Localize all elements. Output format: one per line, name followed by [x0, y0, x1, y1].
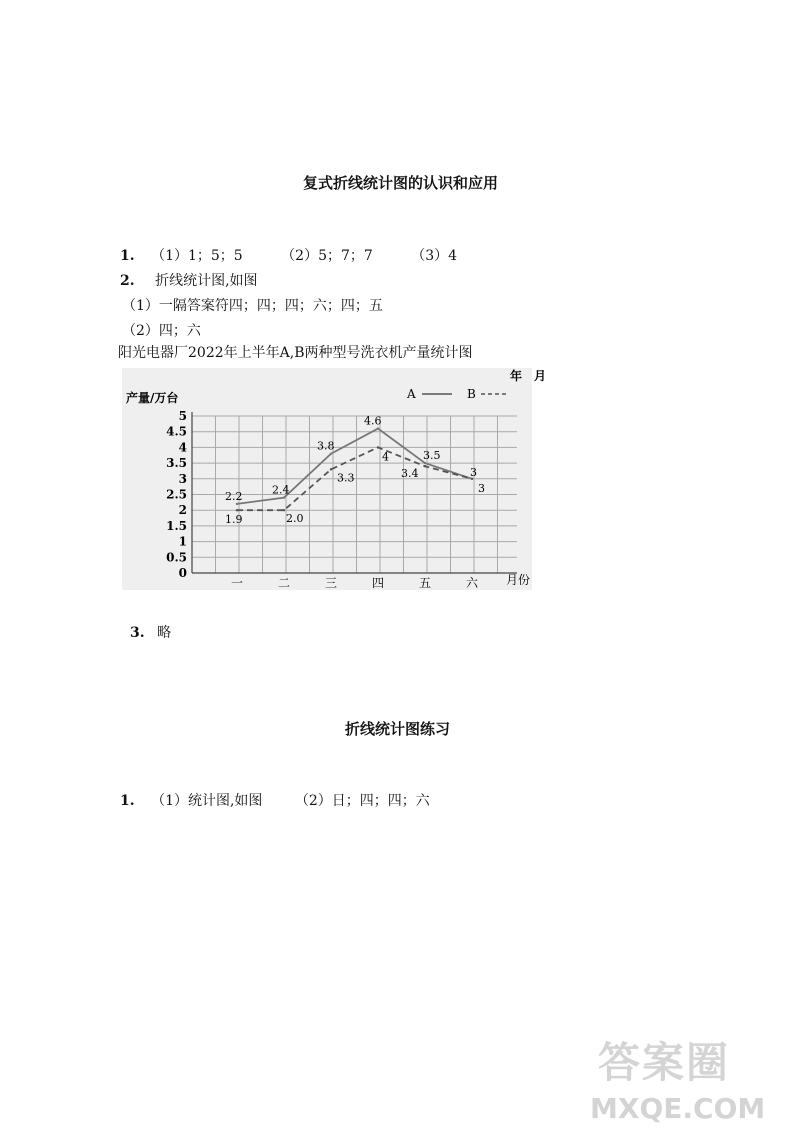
q3-number: 3.: [130, 625, 145, 641]
x-tick-label: 二: [277, 576, 291, 590]
y-tick-label: 1.5: [166, 518, 187, 533]
q2-sub-2: （2）四；六: [122, 323, 201, 339]
data-label-b: 2.0: [286, 512, 304, 526]
y-tick-label: 3: [178, 471, 187, 486]
watermark-logo: 答案圈: [598, 1038, 731, 1087]
q1-part-1: （1）1；5；5: [151, 248, 243, 264]
q1-row: [120, 245, 457, 265]
data-point-b: [330, 468, 332, 470]
q3-row: [130, 622, 171, 642]
x-tick-label: 一: [230, 576, 244, 590]
q1-part-3: （3）4: [411, 248, 458, 264]
data-label-a: 3.8: [317, 439, 335, 453]
section-title-1: 复式折线统计图的认识和应用: [303, 174, 499, 192]
y-tick-label: 1: [178, 534, 187, 549]
line-chart: [122, 368, 547, 590]
data-point-a: [330, 452, 332, 454]
q2-number: 2.: [120, 273, 135, 289]
data-label-b: 1.9: [225, 513, 243, 527]
y-tick-label: 3.5: [166, 456, 187, 471]
data-point-b: [236, 509, 238, 511]
legend-b-label: B: [467, 387, 476, 401]
data-label-a: 3.5: [423, 449, 441, 463]
data-point-b: [377, 446, 379, 448]
data-point-a: [236, 503, 238, 505]
x-tick-label: 三: [324, 576, 338, 590]
data-label-a: 2.2: [225, 489, 243, 503]
x-tick-label: 六: [465, 576, 479, 590]
data-label-a: 4.6: [364, 414, 382, 428]
x-tick-label: 四: [371, 576, 385, 590]
s2-q1-part-1: （1）统计图,如图: [151, 793, 263, 809]
chart-ylabel: 产量/万台: [126, 391, 179, 405]
q2-text: 折线统计图,如图: [155, 273, 258, 289]
data-point-b: [283, 509, 285, 511]
y-tick-label: 5: [178, 409, 187, 423]
y-tick-label: 4.5: [166, 424, 187, 439]
s2-q1-row: [120, 790, 430, 810]
chart-caption: 阳光电器厂2022年上半年A,B两种型号洗衣机产量统计图: [118, 345, 473, 361]
section-title-2: 折线统计图练习: [345, 720, 451, 738]
data-label-a: 2.4: [272, 483, 290, 497]
chart-series: [236, 427, 473, 511]
x-tick-label: 五: [418, 576, 432, 590]
data-point-a: [377, 427, 379, 429]
q2-sub-1: （1）一隔答案符四；四；四；六；四；五: [122, 298, 383, 314]
q1-part-2: （2）5；7；7: [281, 248, 373, 264]
q3-text: 略: [157, 625, 172, 641]
y-tick-label: 2: [178, 503, 187, 518]
y-tick-label: 0.5: [166, 550, 187, 565]
q2-row: [120, 270, 258, 290]
data-label-b: 4: [382, 450, 389, 464]
data-point-b: [424, 465, 426, 467]
q1-number: 1.: [120, 248, 135, 264]
chart-axes: [166, 409, 517, 590]
data-point-a: [283, 496, 285, 498]
y-tick-label: 4: [178, 440, 187, 455]
legend-a-label: A: [407, 387, 416, 401]
data-label-b: 3: [478, 481, 485, 495]
data-label-b: 3.4: [401, 467, 419, 481]
watermark-url: MXQE.COM: [590, 1092, 766, 1125]
data-label-a: 3: [470, 465, 477, 479]
chart-legend: [406, 387, 508, 401]
chart-corner-label: 年 月: [510, 369, 547, 383]
chart-xlabel: 月份: [506, 573, 531, 587]
y-tick-label: 0: [178, 566, 187, 580]
data-point-a: [424, 462, 426, 464]
data-label-b: 3.3: [337, 471, 355, 485]
y-tick-label: 2.5: [166, 487, 187, 502]
s2-q1-part-2: （2）日；四；四；六: [294, 793, 430, 809]
s2-q1-number: 1.: [120, 793, 135, 809]
